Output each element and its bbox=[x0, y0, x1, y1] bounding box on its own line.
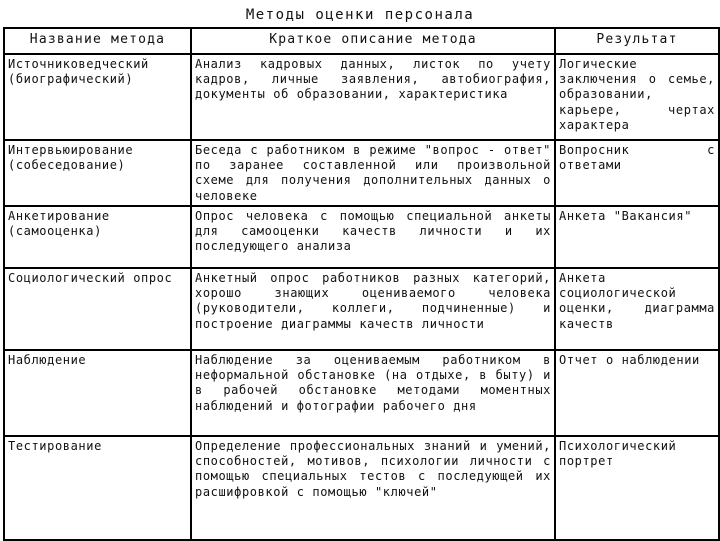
method-result-cell: Психологический портрет bbox=[555, 436, 719, 540]
header-row bbox=[4, 28, 719, 54]
table-row bbox=[4, 268, 719, 350]
header-result: Результат bbox=[555, 28, 719, 54]
header-method-description: Краткое описание метода bbox=[191, 28, 555, 54]
table-row bbox=[4, 54, 719, 140]
header-method-name: Название метода bbox=[4, 28, 191, 54]
method-name-cell: Наблюдение bbox=[4, 350, 191, 436]
method-name-cell: Анкетирование (самооценка) bbox=[4, 206, 191, 268]
method-result-cell: Анкета "Вакансия" bbox=[555, 206, 719, 268]
method-result-cell: Вопросник с ответами bbox=[555, 140, 719, 206]
method-description-cell: Наблюдение за оцениваемым работником в неформальной обстановке (на отдыхе, в быту) и в рабочей обстановке методами моментных наблюдений и фотографии рабочего дня bbox=[191, 350, 555, 436]
table-row bbox=[4, 436, 719, 540]
method-description-cell: Опрос человека с помощью специальной анкеты для самооценки качеств личности и их последующего анализа bbox=[191, 206, 555, 268]
method-description-cell: Определение профессиональных знаний и умений, способностей, мотивов, психологии личности с помощью специальных тестов с последующей их расшифровкой с помощью "ключей" bbox=[191, 436, 555, 540]
table-row bbox=[4, 350, 719, 436]
methods-table bbox=[3, 27, 720, 541]
method-description-cell: Беседа с работником в режиме "вопрос - ответ" по заранее составленной или произвольной схеме для получения дополнительных данных о человеке bbox=[191, 140, 555, 206]
method-description-cell: Анкетный опрос работников разных категорий, хорошо знающих оцениваемого человека (руководители, коллеги, подчиненные) и построение диаграммы качеств личности bbox=[191, 268, 555, 350]
method-name-cell: Источниковедческий (биографический) bbox=[4, 54, 191, 140]
method-name-cell: Интервьюирование (собеседование) bbox=[4, 140, 191, 206]
table-row bbox=[4, 206, 719, 268]
method-result-cell: Отчет о наблюдении bbox=[555, 350, 719, 436]
method-name-cell: Тестирование bbox=[4, 436, 191, 540]
method-result-cell: Логические заключения о семье, образовании, карьере, чертах характера bbox=[555, 54, 719, 140]
table-row bbox=[4, 140, 719, 206]
method-result-cell: Анкета социологической оценки, диаграмма качеств bbox=[555, 268, 719, 350]
table-title: Методы оценки персонала bbox=[245, 7, 475, 23]
method-name-cell: Социологический опрос bbox=[4, 268, 191, 350]
method-description-cell: Анализ кадровых данных, листок по учету кадров, личные заявления, автобиография, документы об образовании, характеристика bbox=[191, 54, 555, 140]
